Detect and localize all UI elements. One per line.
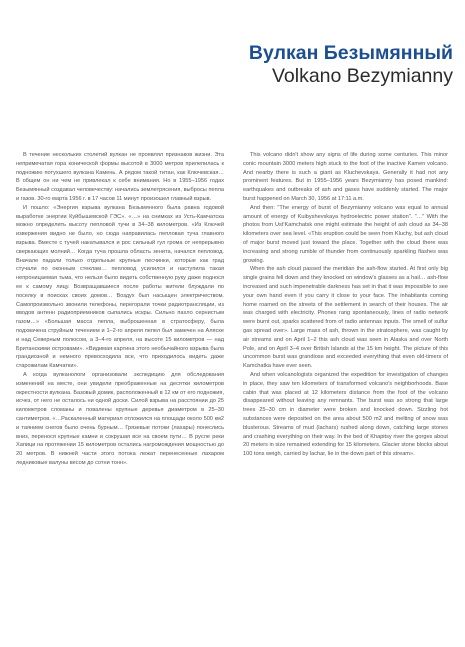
en-paragraph: This volcano didn't show any signs of life during some centuries. This minor conic mountain 3000 meters high stuck to the foot of the inactive Kamen volcano. And nearby there is such a giant as Kluchevskaya. Generally it had not any prominent features. But in 1955–1956 years Bezymianny has posed mankind: earthquakes and outbreaks of ash and gases have suddenly started. The major burst happened on March 30, 1956 at 17:11 a.m. [243,152,448,202]
en-paragraph: And when volcanologists organized the expedition for investigation of changes in place, they saw ten kilometers of transformed volcano's neighborhoods. Base cabin that was placed at 12 kilometers distance from the foot of the volcano disappeared without leaving any remnants. The burst was so strong that large trees 25–30 cm in diameter were broken and knocked down. Sizzling hot substances were deposited on the area about 500 m2 and melting of snow was blusterous. Streams of mud (lachars) rushed along down, catching large stones and crashing everything on their way. In the bed of Khapitsy river the gorges about 20 meters in size remained extending for 15 kilometers. Glacier stone blocks about 100 tons weigh, carried by lachar, lie in the down part of this stream». [243,371,448,458]
en-paragraph: When the ash cloud passed the meridian the ash-flow started. At first only big single grains fell down and they knocked on window's glasses as a hail… ash-flow increased and such impenetrable darkness has set in that it was impossible to see your own hand even if you carry it close to your face. The inhabitants coming home roamed on the streets of the settlement in search of their houses. The air was charged with electricity. Phones rang spontaneously, lines of radio network were burnt out, sparks scattered from of radio antennas inputs. The smell of sulfur gas spread over». Large mass of ash, thrown in the stratosphere, was caught by air streams and on April 1–2 this ash cloud was seen in Alaska and over North Pole, and on April 3–4 over British Islands at the 15 km height. The picture of this uncommon burst was grandiose and exceeded everything that even old-timers of Kamchatka have ever seen. [243,266,448,370]
ru-paragraph: И пошло: «Энергия взрыва вулкана Безымянного была равна годовой выработке энергии Куйбышевской ГЭС». «…» на снимках из Усть-Камчатска можно определить высоту пепловой тучи в 34–38 километров. «Из Ключей извержения видно не было, но сюда направилась пепловая туча главного взрыва. Вместе с тучей накатывался и рос сильный гул грома от непрерывно сверкающих молний… Когда туча прошла область зенита, начался пепловод. Вначале падали только отдельные крупные песчинки, которые как град стучали по оконным стеклам… пепловод усилился и наступила такая непроницаемая тьма, что нельзя было видеть собственную руку даже поднося ее к самому лицу. Возвращавшиеся после работы жители блуждали по поселку в поисках своих домов… Воздух был насыщен электричеством. Самопроизвольно звонили телефоны, перегорали точки радиотрансляции, из вводов антенн радиоприемников сыпались искры. Сильно пахло сернистым газом…» «Большая масса пепла, выброшенная в стратосферу, была подхвачена струйным течением и 1–2-го апреля пепел был замечен на Аляске и над Северным полюсом, а 3–4-го апреля, на высоте 15 километров — над Британскими островами». «Видимая картина этого необычайного взрыва была грандиозной и немного превосходила все, что приходилось видеть даже старожилам Камчатки». [16,204,224,370]
ru-paragraph: В течение нескольких столетий вулкан не проявлял признаков жизни. Эта непримечатая гора конической формы высотой в 3000 метров прилепилась к подножию потухшего вулкана Камень. А рядом такой титан, как Ключевская… В общем он ни чем не привлекал к себе внимания. Но в 1955–1956 годах Безымянный создавал человечеству: начались землетрясения, выбросы пепла и газов. 30-го марта 1956 г. в 17 часов 11 минут произошел главный взрыв. [16,152,224,202]
russian-text-column [16,151,224,468]
english-text-column [243,151,448,459]
en-paragraph: And then: "The energy of burst of Bezymianny volcano was equal to annual amount of energy of Kuibyshevskaya hydroelectric power station". "…" With the photos from Ust'Kamchatsk one might estimate the height of ash cloud as 34–38 kilometers over sea level. «This eruption could be seen from Kluchy, but ash cloud of major burst moved just toward the place. Together with the cloud there was increasing and strong rumble of thunder from continuously sparkling flashes was growing. [243,204,448,264]
ru-paragraph: А когда вулканологи организовали экспедицию для обследования изменений на месте, они увидели преображенные на десятки километров окрестности вулкана. Базовый домик, расположенный в 12 км от его подножия, исчез, от него не осталось ни одной доски. Силой взрыва на расстоянии до 25 километров сломаны и повалены крупные деревья диаметром в 25–30 сантиметров. «…Раскаленный материал отложился на площади около 500 км2 и таянием снегов было очень бурным… Грязевые потоки (лахары) понеслись вниз, перенося крупные камни и сокрушая все на своем пути… В русле реки Хапици на протяжении 15 километров остались нагромождения мощностью до 20 метров. В нижней части этого потока лежат перенесенные лахаром ледниковые валуны весом до сотни тонн». [16,371,224,466]
title-russian: Вулкан Безымянный [248,42,453,64]
title-english: Volkano Bezymianny [271,65,453,87]
